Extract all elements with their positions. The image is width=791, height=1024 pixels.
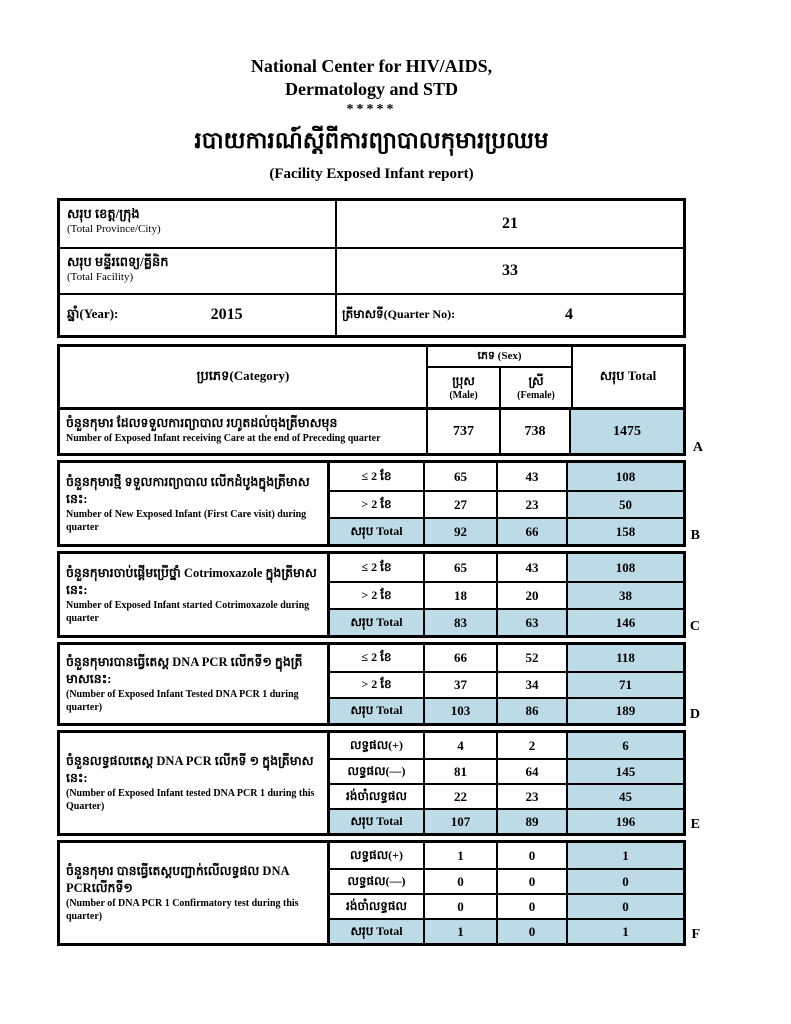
section-category [60, 554, 330, 635]
total-count: 189 [568, 699, 683, 723]
male-count: 65 [425, 463, 498, 490]
year-quarter-row [60, 293, 683, 335]
section-rows [330, 733, 683, 833]
total-province-row [60, 201, 683, 247]
section-category-english: Number of Exposed Infant receiving Care at the end of Preceding quarter [66, 433, 381, 444]
table-total-row [330, 517, 683, 544]
total-count: 0 [568, 895, 683, 918]
sex-subcolumns [428, 368, 571, 407]
section-rows [330, 463, 683, 544]
male-count: 37 [425, 673, 498, 697]
row-label: សរុប Total [330, 699, 425, 723]
male-header-english: (Male) [449, 389, 478, 401]
section-category [60, 843, 330, 943]
male-count: 66 [425, 645, 498, 671]
table-total-row [330, 608, 683, 635]
row-label: > 2 ខែ [330, 492, 425, 517]
female-count: 2 [498, 733, 568, 758]
total-province-label-khmer: សរុប ខេត្ត/ក្រុង [67, 206, 140, 221]
total-count: 196 [568, 810, 683, 833]
female-count: 0 [498, 920, 568, 943]
total-count: 0 [568, 870, 683, 893]
year-label: ឆ្នាំ(Year): [67, 305, 119, 321]
section-C [57, 551, 700, 638]
section-F [57, 840, 700, 946]
section-category-english: Number of Exposed Infant started Cotrimoxazole during quarter [66, 599, 310, 624]
section-category [60, 645, 330, 723]
table-total-row [330, 697, 683, 723]
org-name-line2: Dermatology and STD [284, 79, 458, 99]
female-count: 63 [498, 610, 568, 635]
total-count: 1 [568, 920, 683, 943]
section-category-english: (Number of DNA PCR 1 Confirmatory test during this quarter) [66, 898, 299, 922]
section-category-khmer: ចំនួនលទ្ធផលតេស្ត DNA PCR លើកទី ១ ក្នុងត្រីមាសនេះ: [66, 754, 314, 785]
total-facility-label-english: (Total Facility) [67, 271, 134, 283]
row-label: ≤ 2 ខែ [330, 463, 425, 490]
table-row [330, 893, 683, 918]
male-count: 27 [425, 492, 498, 517]
total-facility-row [60, 247, 683, 293]
male-count: 4 [425, 733, 498, 758]
female-header-khmer: ស្រី [528, 373, 544, 388]
sex-column-group [428, 347, 573, 407]
section-category-khmer: ចំនួនកុមារថ្មី ទទួលការព្យាបាល លើកដំបូងក្នុងត្រីមាសនេះ: [66, 474, 310, 506]
table-row [330, 554, 683, 581]
total-facility-label [60, 249, 337, 293]
female-count: 66 [498, 519, 568, 544]
section-category [60, 733, 330, 833]
section-category [60, 463, 330, 544]
female-header-english: (Female) [517, 389, 555, 401]
table-row [330, 671, 683, 697]
section-rows [330, 645, 683, 723]
female-count: 89 [498, 810, 568, 833]
row-label: លទ្ធផល(+) [330, 843, 425, 868]
table-row [330, 581, 683, 608]
report-heading [57, 0, 686, 185]
total-count: 45 [568, 785, 683, 808]
table-row [330, 783, 683, 808]
section-category-khmer: ចំនួនកុមារបានធ្វើតេស្ត DNA PCR លើកទី១ ក្នុងត្រីមាសនេះ: [66, 655, 303, 686]
female-count: 43 [498, 554, 568, 581]
male-count: 18 [425, 583, 498, 608]
section-D [57, 642, 700, 726]
male-count: 103 [425, 699, 498, 723]
row-label: រង់ចាំលទ្ធផល [330, 785, 425, 808]
report-title-english: (Facility Exposed Infant report) [269, 166, 474, 182]
total-count: 50 [568, 492, 683, 517]
row-label: រង់ចាំលទ្ធផល [330, 895, 425, 918]
table-row [330, 463, 683, 490]
sex-group-header: ភេទ (Sex) [428, 347, 571, 368]
female-count: 43 [498, 463, 568, 490]
female-count: 0 [498, 843, 568, 868]
section-B [57, 460, 700, 547]
category-column-header: ប្រភេទ(Category) [60, 347, 428, 407]
row-label: សរុប Total [330, 920, 425, 943]
section-letter: E [690, 817, 700, 832]
row-label: លទ្ធផល(+) [330, 733, 425, 758]
total-facility-label-khmer: សរុប មន្ទីរពេទ្យ/គ្លីនិក [67, 254, 169, 269]
total-facility-value: 33 [502, 262, 518, 279]
org-name-line1: National Center for HIV/AIDS, [250, 56, 493, 76]
row-label: ≤ 2 ខែ [330, 645, 425, 671]
table-total-row [330, 918, 683, 943]
table-total-row [330, 808, 683, 833]
male-count: 737 [428, 410, 501, 453]
total-column-header: សរុប Total [599, 367, 657, 383]
section-category-khmer: ចំនួនកុមារ ដែលទទួលការព្យាបាល រហូតដល់ចុងត្រីមាសមុន [66, 416, 338, 430]
section-category-english: (Number of Exposed Infant tested DNA PCR 1 during this Quarter) [66, 788, 315, 812]
report-content [57, 0, 703, 946]
row-label: សរុប Total [330, 519, 425, 544]
male-count: 83 [425, 610, 498, 635]
male-count: 22 [425, 785, 498, 808]
female-count: 64 [498, 760, 568, 783]
female-count: 23 [498, 492, 568, 517]
section-letter: F [691, 927, 700, 942]
table-row [330, 733, 683, 758]
male-count: 1 [425, 920, 498, 943]
total-count: 1475 [571, 410, 683, 453]
table-row [330, 758, 683, 783]
category-header-table [57, 344, 686, 456]
table-row [330, 645, 683, 671]
section-letter: D [689, 707, 700, 722]
year-value: 2015 [210, 306, 243, 323]
male-column-header [428, 368, 501, 407]
total-count: 6 [568, 733, 683, 758]
female-count: 52 [498, 645, 568, 671]
table-row [330, 843, 683, 868]
section-category-khmer: ចំនួនកុមារ បានធ្វើតេស្តបញ្ជាក់លើលទ្ធផល DNA PCRលើកទី១ [66, 864, 289, 895]
male-count: 65 [425, 554, 498, 581]
total-count: 38 [568, 583, 683, 608]
table-header-row [60, 347, 683, 407]
section-letter: C [689, 619, 700, 634]
table-row [330, 490, 683, 517]
summary-info-table [57, 198, 686, 338]
row-label: លទ្ធផល(—) [330, 870, 425, 893]
female-column-header [501, 368, 571, 407]
male-count: 1 [425, 843, 498, 868]
section-letter: A [692, 440, 703, 455]
female-count: 34 [498, 673, 568, 697]
quarter-label: ត្រីមាសទី(Quarter No): [342, 307, 456, 321]
total-count: 1 [568, 843, 683, 868]
section-rows [330, 554, 683, 635]
total-province-value: 21 [502, 215, 518, 232]
section-rows [330, 843, 683, 943]
male-count: 107 [425, 810, 498, 833]
male-count: 0 [425, 895, 498, 918]
section-category-english: Number of New Exposed Infant (First Care visit) during quarter [66, 508, 307, 533]
female-count: 23 [498, 785, 568, 808]
male-count: 81 [425, 760, 498, 783]
row-label: សរុប Total [330, 610, 425, 635]
report-title-khmer: របាយការណ៍ស្តីពីការព្យាបាលកុមារប្រឈម [194, 128, 549, 153]
table-row [330, 868, 683, 893]
total-count: 108 [568, 554, 683, 581]
quarter-cell [337, 295, 683, 335]
row-label: > 2 ខែ [330, 583, 425, 608]
section-category-khmer: ចំនួនកុមារចាប់ផ្តើមប្រើថ្នាំ Cotrimoxazole ក្នុងត្រីមាសនេះ: [66, 565, 317, 597]
table-row [60, 407, 683, 453]
row-label: លទ្ធផល(—) [330, 760, 425, 783]
male-header-khmer: ប្រុស [452, 373, 475, 388]
section-A [57, 344, 703, 456]
total-count: 71 [568, 673, 683, 697]
section-letter: B [690, 528, 700, 543]
stars-divider: ***** [346, 102, 397, 117]
total-count: 158 [568, 519, 683, 544]
section-category [60, 410, 428, 453]
total-province-label [60, 201, 337, 247]
total-count: 145 [568, 760, 683, 783]
total-province-label-english: (Total Province/City) [67, 223, 161, 235]
total-count: 108 [568, 463, 683, 490]
row-label: ≤ 2 ខែ [330, 554, 425, 581]
total-count: 146 [568, 610, 683, 635]
female-count: 0 [498, 870, 568, 893]
female-count: 738 [501, 410, 571, 453]
section-category-english: (Number of Exposed Infant Tested DNA PCR 1 during quarter) [66, 689, 299, 713]
female-count: 0 [498, 895, 568, 918]
row-label: សរុប Total [330, 810, 425, 833]
row-label: > 2 ខែ [330, 673, 425, 697]
female-count: 20 [498, 583, 568, 608]
total-count: 118 [568, 645, 683, 671]
female-count: 86 [498, 699, 568, 723]
year-cell [60, 295, 337, 335]
quarter-value: 4 [565, 306, 574, 323]
male-count: 92 [425, 519, 498, 544]
section-E [57, 730, 700, 836]
male-count: 0 [425, 870, 498, 893]
